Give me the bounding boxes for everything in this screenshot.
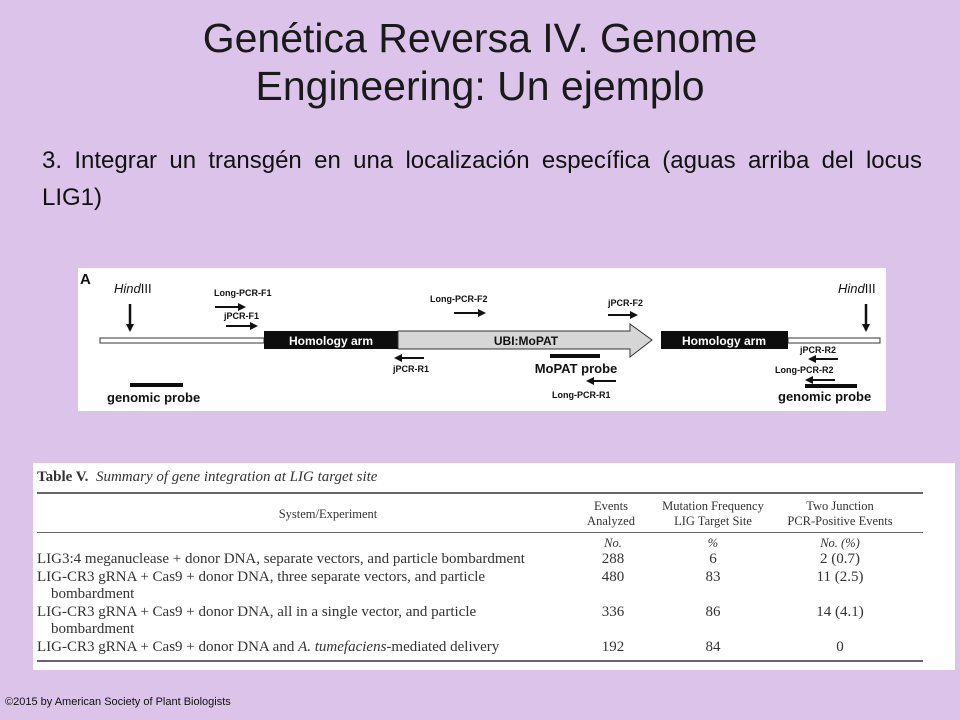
table-caption-label: Table V. <box>37 469 89 485</box>
ubi-mopat-label: UBI:MoPAT <box>493 334 559 348</box>
genomic-line-left <box>100 338 264 343</box>
table-row-2-events: 480 <box>601 569 625 585</box>
jpcr-f1-label: jPCR-F1 <box>224 311 260 321</box>
header-junction <box>765 499 915 529</box>
slide-title-line2: Engineering: Un ejemplo <box>255 63 705 109</box>
table-top-rule <box>37 492 923 494</box>
table-row-2-label <box>37 569 567 603</box>
unit-mutation: % <box>707 536 719 550</box>
header-junction-line2: PCR-Positive Events <box>787 514 893 528</box>
table-row-3-label <box>37 604 567 638</box>
hindiii-left-label: HindIII <box>114 281 152 296</box>
summary-table <box>33 463 955 670</box>
table-row-4-label-post: -mediated delivery <box>386 639 500 655</box>
genomic-probe-left-bar <box>130 383 183 387</box>
header-mutation-line1: Mutation Frequency <box>662 499 764 513</box>
table-row-4-junction: 0 <box>836 639 844 655</box>
table-caption-text: Summary of gene integration at LIG target site <box>95 469 378 485</box>
unit-events: No. <box>604 536 622 550</box>
long-pcr-f2-label: Long-PCR-F2 <box>430 294 488 304</box>
unit-junction: No. (%) <box>820 536 860 550</box>
header-mutation <box>643 499 783 529</box>
table-row-4-mutation: 84 <box>705 639 721 655</box>
construct-diagram-svg <box>78 268 886 411</box>
table-row-4-label <box>37 639 567 656</box>
long-pcr-f1-label: Long-PCR-F1 <box>214 288 272 298</box>
header-events-line2: Analyzed <box>587 514 635 528</box>
table-bottom-rule <box>37 660 923 662</box>
construct-diagram <box>78 268 886 411</box>
mopat-probe-bar <box>550 354 600 358</box>
slide-title <box>0 14 960 110</box>
header-mutation-line2: LIG Target Site <box>674 514 752 528</box>
table-row-2-label-line2: bombardment <box>51 586 135 602</box>
genomic-probe-right-label: genomic probe <box>778 389 872 404</box>
mopat-probe-label: MoPAT probe <box>534 361 618 376</box>
table-caption <box>37 469 377 486</box>
long-pcr-r1-label: Long-PCR-R1 <box>552 390 611 400</box>
homology-arm-left-label: Homology arm <box>288 334 374 348</box>
table-row-3-mutation: 86 <box>705 604 721 620</box>
hindiii-right-label: HindIII <box>838 281 876 296</box>
header-events-line1: Events <box>593 499 629 513</box>
jpcr-r2-label: jPCR-R2 <box>800 345 837 355</box>
table-row-3-events: 336 <box>601 604 625 620</box>
genomic-probe-right-bar <box>805 384 857 388</box>
table-row-2-mutation: 83 <box>705 569 721 585</box>
table-row-4-label-italic: A. tumefaciens <box>298 639 387 655</box>
genomic-probe-left-label: genomic probe <box>107 390 201 405</box>
panel-label: A <box>80 271 91 288</box>
table-row-3-label-line2: bombardment <box>51 621 135 637</box>
slide-subtitle: 3. Integrar un transgén en una localización específica (aguas arriba del locus LIG1) <box>42 147 922 211</box>
table-row-2-junction: 11 (2.5) <box>816 569 864 585</box>
table-row-3-junction: 14 (4.1) <box>816 604 864 620</box>
table-row-1-label: LIG3:4 meganuclease + donor DNA, separate vectors, and particle bombardment <box>37 551 525 567</box>
header-junction-line1: Two Junction <box>806 499 874 513</box>
jpcr-f2-label: jPCR-F2 <box>608 298 644 308</box>
header-system: System/Experiment <box>278 507 378 521</box>
table-header-rule <box>37 532 923 533</box>
long-pcr-r2-label: Long-PCR-R2 <box>775 365 834 375</box>
slide-title-line1: Genética Reversa IV. Genome <box>202 15 758 61</box>
table-row-3-label-line1: LIG-CR3 gRNA + Cas9 + donor DNA, all in a single vector, and particle <box>37 604 477 620</box>
table-row-4-events: 192 <box>601 639 625 655</box>
table-row-2-label-line1: LIG-CR3 gRNA + Cas9 + donor DNA, three separate vectors, and particle <box>37 569 486 585</box>
table-row-1-events: 288 <box>601 551 625 567</box>
copyright-footer: ©2015 by American Society of Plant Biologists <box>5 696 231 708</box>
genomic-line-right <box>788 338 880 343</box>
table-row-1-mutation: 6 <box>709 551 717 567</box>
table-row-4-label-pre: LIG-CR3 gRNA + Cas9 + donor DNA and <box>37 639 299 655</box>
table-row-1-junction: 2 (0.7) <box>820 551 860 567</box>
homology-arm-right-label: Homology arm <box>681 334 767 348</box>
jpcr-r1-label: jPCR-R1 <box>393 364 430 374</box>
